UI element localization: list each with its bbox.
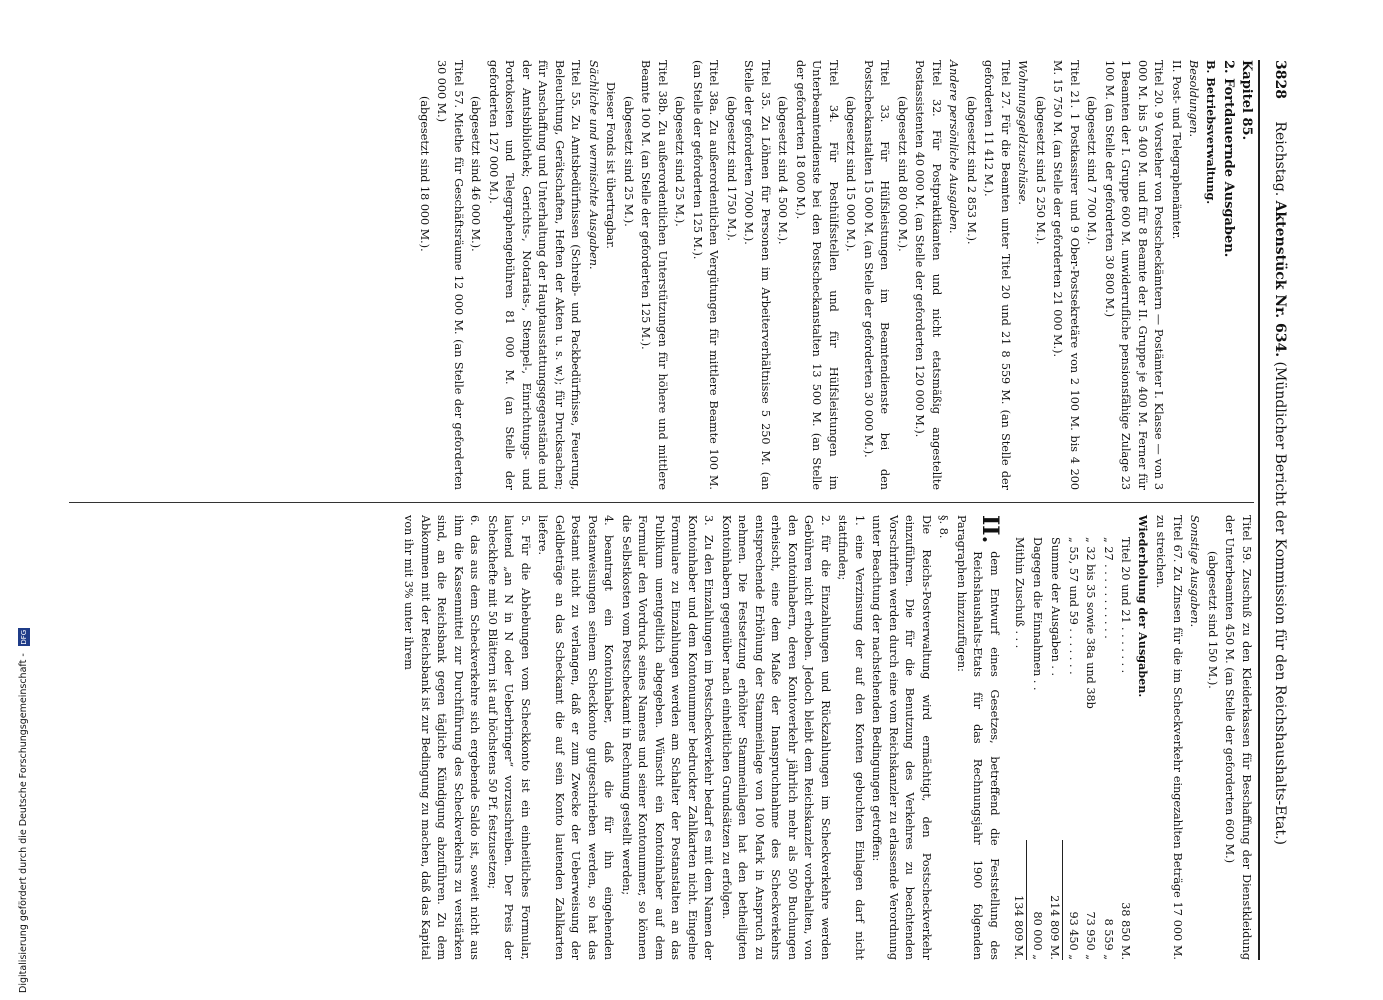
titel-35: Titel 35. Zu Löhnen für Personen im Arbeiterverhältnisse 5 250 M. (an Stelle der geforderten 7000 M.).: [742, 60, 772, 490]
titel-21: Titel 21. 1 Postkassirer und 9 Ober-Postsekretäre von 2 100 M. bis 4 200 M. 15 750 M. (an Stelle der geforderten 21 000 M.).: [1051, 60, 1081, 490]
summary-row-label: „ 27 . . . . . . . . . . .: [1102, 537, 1115, 639]
condition-text: Für die Abhebungen vom Scheckkonto ist ein einheitliches Formular, lautend „an N in N oder Ueberbringer“ vorzuschreiben. Der Preis der Scheckhefte mit 50 Blättern ist auf höchstens 50 Pf. festzusetzen;: [486, 515, 532, 960]
condition-text: beantragt ein Kontoinhaber, daß die für ihn eingehenden Postanweisungen seinem Scheckkonto gutgeschrieben werden, so hat das Postamt nicht zu verlangen, daß er zum Zwecke der Ueberweisung der Geldbeträge an das Scheckamt die auf sein Konto lautenden Zahlkarten liefere.: [536, 515, 616, 960]
condition-number: 3.: [702, 515, 716, 526]
titel-38a: Titel 38a. Zu außerordentlichen Vergütungen für mittlere Beamte 100 M. (an Stelle der geforderten 125 M.).: [691, 60, 721, 490]
left-column: [415, 60, 1255, 490]
titel-21-abgesetzt: (abgesetzt sind 5 250 M.).: [1034, 96, 1047, 245]
right-column: [399, 515, 1254, 960]
header-title-prefix: Reichstag.: [1272, 121, 1288, 197]
condition-item: [718, 515, 834, 960]
condition-number: 1.: [853, 515, 866, 526]
summary-total-amount: 214 809 M.: [1046, 840, 1064, 960]
condition-number: 5.: [519, 515, 532, 526]
section-ii-intro: dem Entwurf eines Gesetzes, betreffend die Feststellung des Reichshaushalts-Etats für das Rechnungsjahr 1900 folgenden Paragraphen hinzuzufügen:: [955, 515, 1001, 960]
heading-post-telegraph: II. Post- und Telegraphenämter.: [1170, 60, 1183, 240]
heading-wohnungsgeld: Wohnungsgeldzuschüsse.: [1016, 60, 1030, 205]
dfg-logo: DFG: [19, 629, 28, 645]
summary-total-row: [1046, 515, 1064, 960]
titel-38b-abgesetzt: (abgesetzt sind 25 M.).: [622, 96, 635, 227]
titel-20-abgesetzt: (abgesetzt sind 7 700 M.).: [1085, 96, 1099, 245]
titel-34: Titel 34. Für Posthülfsstellen und für Hülfsleistungen im Unterbeamtendienste bei den Postscheckanstalten 13 500 M. (an Stelle der geforderten 18 000 M.).: [794, 60, 840, 490]
titel-59: Titel 59. Zuschuß zu den Kleiderkassen für Beschaffung der Dienstkleidung der Unterbeamten 450 M. (an Stelle der geforderten 600 M.): [1223, 515, 1253, 960]
condition-number: 6.: [468, 515, 482, 526]
heading-andere-ausgaben: Andere persönliche Ausgaben.: [947, 60, 961, 234]
summary-row-label: „ 55, 57 und 59 . . . . . . .: [1067, 537, 1080, 675]
titel-33-abgesetzt: (abgesetzt sind 15 000 M.).: [844, 96, 858, 252]
condition-item: [484, 515, 534, 960]
footer-text: Digitalisierung gefördert durch die Deutsche Forschungsgemeinschaft -: [18, 653, 29, 993]
condition-text: das aus dem Scheckverkehre sich ergebende Saldo ist, soweit nicht aus ihm die Kassenmittel zur Durchführung des Scheckverkehrs zu verstärken sind, an die Reichsbank gegen tägliche Kündigung abzuführen. Zu dem Abkommen mit der Reichsbank ist zur Bedingung zu machen, daß das Kapital von ihr mit 3% unter ihrem: [402, 515, 482, 960]
digitization-footer: [14, 0, 34, 993]
condition-number: 2.: [819, 515, 832, 526]
titel-20: Titel 20. 9 Vorsteher von Postscheckämtern — Postämter I. Klasse — von 3 000 M. bis 5 400 M. und für 8 Beamte der II. Gruppe je 400 M. Ferner für 1 Beamten der I. Gruppe 600 M. unwiderrufliche pensionsfähige Zulage 23 100 M. (an Stelle der geforderten 30 800 M.): [1103, 60, 1166, 490]
condition-item: [618, 515, 717, 960]
summary-table: [1065, 515, 1134, 960]
paragraph-heading: §. 8.: [937, 515, 951, 539]
summary-row-label: Titel 20 und 21 . . . . . . .: [1119, 537, 1133, 674]
section-heading: 2. Fortdauernde Ausgaben.: [1221, 60, 1237, 258]
titel-57: Titel 57. Miethe für Geschäftsräume 12 000 M. (an Stelle der geforderten 30 000 M.): [435, 60, 465, 490]
condition-item: [400, 515, 483, 960]
summary-row: [1082, 515, 1099, 960]
condition-text: Zu den Einzahlungen im Postscheckverkehr bedarf es mit dem Namen der Kontoinhaber und dem Kontonummer bedruckter Zahlkarten nicht. Eingelne Formulare zu Einzahlungen werden am Schalter der Postanstalten an das Publikum unentgeltlich abgegeben. Wünscht ein Kontoinhaber auf dem Formular den Vordruck seines Namens und seiner Kontonummer, so können die Selbstkosten vom Postscheckamt in Rechnung gestellt werden;: [620, 515, 716, 960]
titel-33: Titel 33. Für Hülfsleistungen im Beamtendienste bei den Postscheckanstalten 15 000 M. (an Stelle der geforderten 30 000 M.).: [862, 60, 892, 490]
page-header: [1258, 60, 1300, 960]
heading-saechliche: Sächliche und vermischte Ausgaben.: [587, 60, 600, 270]
summary-zuschuss-label: Mithin Zuschuß . . .: [1013, 537, 1027, 649]
summary-row-amount: 8 559 „: [1102, 918, 1115, 960]
page-number: 3828: [1272, 60, 1288, 99]
summary-row-amount: 38 850 M.: [1119, 902, 1133, 960]
titel-32-abgesetzt: (abgesetzt sind 80 000 M.).: [896, 96, 909, 252]
heading-besoldungen: Besoldungen.: [1187, 60, 1201, 138]
roman-numeral-ii: II.: [977, 515, 1003, 544]
heading-wiederholung: Wiederholung der Ausgaben.: [1136, 515, 1150, 698]
summary-zuschuss-amount: 134 809 M.: [1010, 840, 1028, 960]
condition-item: [534, 515, 617, 960]
titel-55: Titel 55. Zu Amtsbedürfnissen (Schreib- und Packbedürfnisse, Feuerung, Beleuchtung, Gerätschaften, Heften der Akten u. s. w.); für Drucksachen; für Anschaffung und Unterhaltung der Hauptausstattungsgegenstände und der Amtsbibliothek; Gerichts-, Notariats-, Stempel-, Einrichtungs- und Portokosten und Telegraphengebühren 81 000 M. (an Stelle der geforderten 127 000 M.).: [487, 60, 583, 490]
header-title: [1272, 121, 1288, 845]
header-title-bold: Aktenstück Nr. 634.: [1272, 200, 1288, 358]
titel-38b: Titel 38b. Zu außerordentlichen Unterstützungen für höhere und mittlere Beamte 100 M. (an Stelle der geforderten 125 M.).: [639, 60, 669, 490]
condition-text: eine Verzinsung der auf den Konten gebuchten Einlagen darf nicht stattfinden;: [836, 515, 866, 960]
titel-57-abgesetzt: (abgesetzt sind 18 000 M.).: [418, 96, 431, 252]
summary-row-amount: 73 950 „: [1084, 911, 1098, 960]
summary-einnahmen-label: Dagegen die Einnahmen . .: [1031, 537, 1044, 691]
condition-number: 4.: [602, 515, 616, 526]
summary-row: [1065, 515, 1082, 960]
summary-zuschuss-row: [1010, 515, 1028, 960]
titel-38b-note: Dieser Fonds ist übertragbar.: [604, 82, 618, 249]
column-divider: [69, 502, 1254, 503]
titel-27: Titel 27. Für die Beamten unter Titel 20 und 21 8 559 M. (an Stelle der geforderten 11 412 M.).: [982, 60, 1012, 490]
summary-einnahmen-amount: 80 000 „: [1031, 911, 1044, 960]
titel-32: Titel 32. Für Postpraktikanten und nicht etatsmäßig angestellte Postassistenten 40 000 M. (an Stelle der geforderten 120 000 M.).: [913, 60, 943, 490]
summary-einnahmen-row: [1029, 515, 1046, 960]
titel-38a-abgesetzt: (abgesetzt sind 25 M.).: [673, 96, 687, 227]
section-ii: [953, 515, 1003, 960]
titel-34-abgesetzt: (abgesetzt sind 4 500 M.).: [776, 96, 790, 245]
subsection-heading: B. Betriebsverwaltung.: [1204, 60, 1218, 205]
condition-item: [834, 515, 867, 960]
titel-27-abgesetzt: (abgesetzt sind 2 853 M.).: [965, 96, 978, 245]
summary-row-label: „ 32 bis 35 sowie 38a und 38b: [1084, 537, 1098, 709]
conditions-list: [400, 515, 867, 960]
titel-59-abgesetzt: (abgesetzt sind 150 M.).: [1206, 551, 1219, 689]
condition-text: für die Einzahlungen und Rückzahlungen im Scheckverkehre werden Gebühren nicht erhoben. Jedoch bleibt dem Reichskanzler vorbehalten, von den Kontoinhabern, deren Kontoverkehr jährlich mehr als 500 Buchungen erheischt, eine dem Maße der Inanspruchnahme des Scheckverkehrs entsprechende Erhöhung der Stammeinlage von 100 Mark in Anspruch zu nehmen. Die Festsetzung erhöhter Stammeinlagen hat den betheiligten Kontoinhabern gegenüber nach einheitlichen Grundsätzen zu erfolgen.: [720, 515, 832, 960]
header-title-rest: (Mündlicher Bericht der Kommission für den Reichshaushalts-Etat.): [1272, 361, 1288, 846]
summary-row: [1100, 515, 1117, 960]
summary-total-label: Summe der Ausgaben . .: [1049, 537, 1063, 677]
titel-67: Titel 67. Zu Zinsen für die im Scheckverkehr eingezahlten Beträge 17 000 M. zu streichen.: [1154, 515, 1184, 960]
titel-55-abgesetzt: (abgesetzt sind 46 000 M.).: [469, 96, 483, 252]
summary-row-amount: 93 450 „: [1067, 911, 1080, 960]
summary-row: [1117, 515, 1134, 960]
titel-35-abgesetzt: (abgesetzt sind 1750 M.).: [725, 96, 738, 241]
heading-sonstige: Sonstige Ausgaben.: [1188, 515, 1202, 628]
rotated-page-content: [55, 60, 1300, 960]
paragraph-intro: Die Reichs-Postverwaltung wird ermächtigt, den Postscheckverkehr einzuführen. Die für die Benutzung des Verkehres zu beachtenden Vorschriften werden durch eine vom Reichskanzler zu erlassende Verordnung unter Beachtung der nachstehenden Bedingungen getroffen:: [870, 515, 933, 960]
chapter-heading: Kapitel 85.: [1239, 60, 1254, 141]
